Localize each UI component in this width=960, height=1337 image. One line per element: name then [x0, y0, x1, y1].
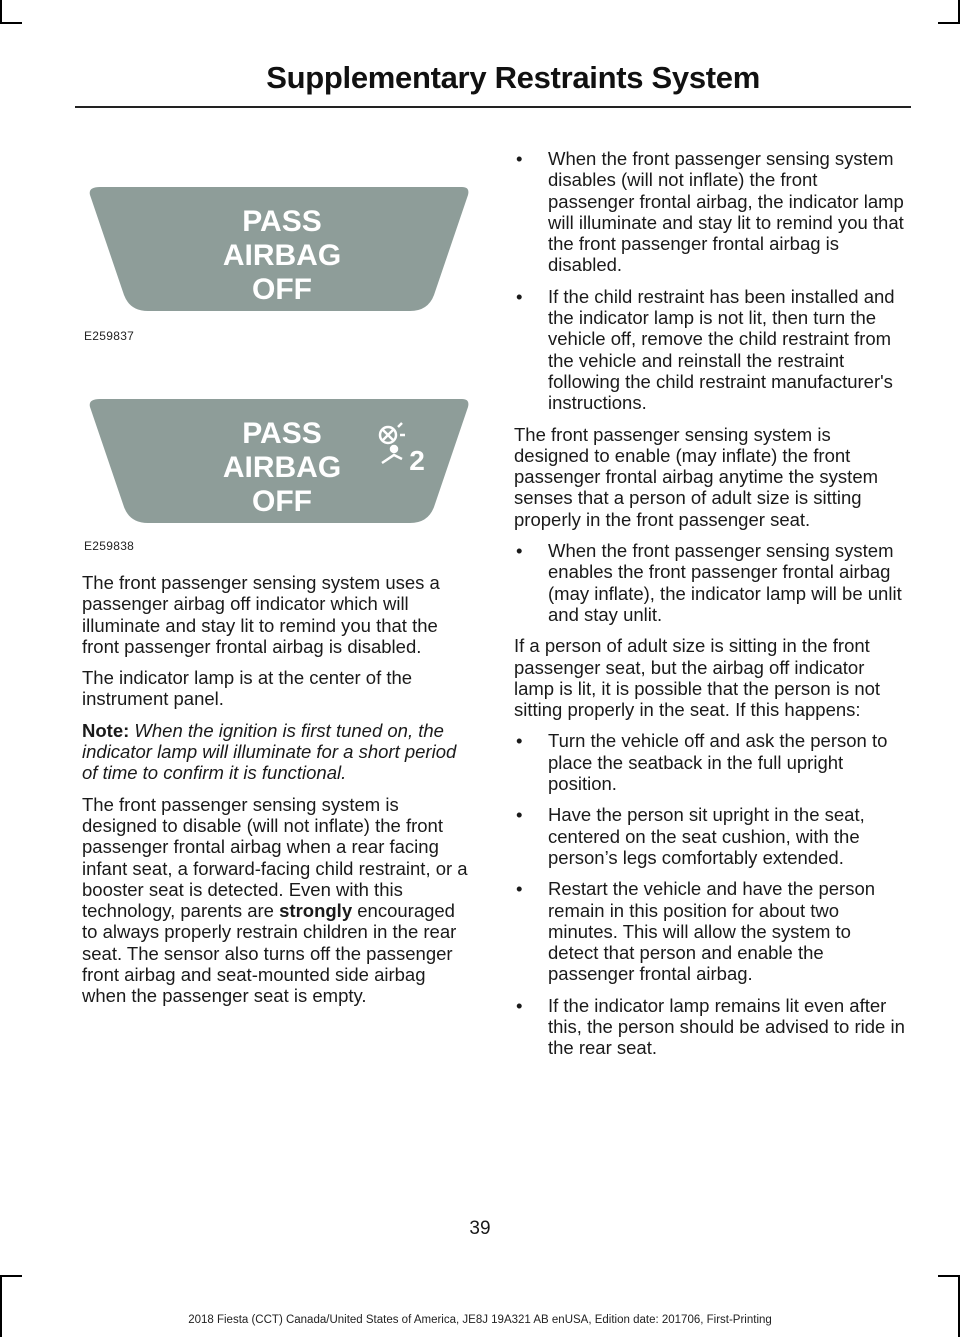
bullet-text: Turn the vehicle off and ask the person to place the seatback in the full upright position.: [548, 730, 888, 795]
bullet-icon: •: [516, 804, 523, 826]
crop-mark: [0, 22, 22, 24]
bullet-item: [514, 804, 906, 868]
bullet-item: [514, 878, 906, 984]
bullet-icon: •: [516, 540, 523, 562]
indicator-line: AIRBAG: [222, 451, 342, 484]
emphasis-text: strongly: [279, 900, 353, 922]
figure-code: E259837: [84, 329, 135, 343]
indicator-lamp-graphic: [82, 185, 472, 315]
bullet-icon: •: [516, 148, 523, 169]
indicator-line: PASS: [242, 417, 322, 450]
bullet-text: Have the person sit upright in the seat, centered on the seat cushion, with the person’s legs comfortably extended.: [548, 804, 865, 868]
bullet-text: When the front passenger sensing system enables the front passenger frontal airbag (may inflate), the indicator lamp will be unlit and stay unlit.: [548, 540, 902, 625]
bullet-item: [514, 286, 906, 414]
note-label: Note:: [82, 719, 130, 741]
indicator-lamp-graphic: [82, 397, 472, 527]
paragraph: The indicator lamp is at the center of the instrument panel.: [82, 667, 413, 710]
bullet-text: If the child restraint has been installed and the indicator lamp is not lit, then turn the vehicle off, remove the child restraint from the vehicle and reinstall the restraint following the child restraint manufacturer's instructions.: [548, 285, 895, 414]
figure-pass-airbag-off-with-icon: [82, 397, 472, 553]
note: [82, 720, 474, 784]
indicator-line: OFF: [252, 273, 312, 306]
bullet-item: [514, 540, 906, 625]
paragraph-text: encouraged to always properly restrain children in the rear seat. The sensor also turns off the passenger front airbag and seat-mounted side airbag when the passenger seat is empty.: [82, 900, 457, 1007]
bullet-icon: •: [516, 285, 523, 307]
right-column: [514, 148, 906, 1069]
bullet-item: [514, 730, 906, 794]
paragraph: If a person of adult size is sitting in the front passenger seat, but the airbag off indicator lamp is lit, it is possible that the person is not sitting properly in the seat. If this happens:: [514, 635, 881, 721]
paragraph: The front passenger sensing system uses a passenger airbag off indicator which will illuminate and stay lit to remind you that the front passenger frontal airbag is disabled.: [82, 572, 440, 657]
paragraph: The front passenger sensing system is designed to enable (may inflate) the front passenger frontal airbag anytime the system senses that a person of adult size is sitting properly in the front passenger seat.: [514, 423, 879, 530]
page-title: Supplementary Restraints System: [266, 60, 760, 95]
crop-mark: [0, 0, 2, 22]
footer-text: 2018 Fiesta (CCT) Canada/United States of America, JE8J 19A321 AB enUSA, Edition date: 201706, First-Printing: [188, 1314, 772, 1326]
left-column: [82, 572, 474, 1017]
seat-number-label: 2: [409, 445, 425, 476]
crop-mark: [0, 1277, 2, 1337]
header-divider: [75, 106, 911, 108]
figure-pass-airbag-off: [82, 185, 472, 343]
page-number: 39: [469, 1218, 491, 1239]
bullet-item: [514, 995, 906, 1059]
bullet-text: Restart the vehicle and have the person remain in this position for about two minutes. This will allow the system to detect that person and enable the passenger frontal airbag.: [548, 878, 876, 985]
bullet-icon: •: [516, 730, 523, 752]
indicator-line: AIRBAG: [222, 239, 342, 272]
bullet-item: [514, 148, 906, 276]
figure-code: E259838: [84, 539, 135, 553]
crop-mark: [938, 1275, 960, 1277]
bullet-text: When the front passenger sensing system disables (will not inflate) the front passenger frontal airbag, the indicator lamp will illuminate and stay lit to remind you that the front passenger frontal airbag is disabled.: [548, 148, 904, 276]
indicator-line: PASS: [242, 205, 322, 238]
bullet-icon: •: [516, 994, 523, 1016]
paragraph: [82, 794, 474, 1007]
note-text: When the ignition is first tuned on, the indicator lamp will illuminate for a short period of time to confirm it is functional.: [82, 719, 457, 784]
crop-mark: [0, 1275, 22, 1277]
bullet-icon: •: [516, 878, 523, 900]
paragraph-text: The front passenger sensing system is designed to disable (will not inflate) the front passenger frontal airbag when a rear facing infant seat, a forward-facing child restraint, or a booster seat is detected. Even with this technology, parents are: [82, 793, 468, 922]
bullet-text: If the indicator lamp remains lit even after this, the person should be advised to ride in the rear seat.: [548, 994, 905, 1059]
crop-mark: [938, 22, 960, 24]
indicator-line: OFF: [252, 485, 312, 518]
